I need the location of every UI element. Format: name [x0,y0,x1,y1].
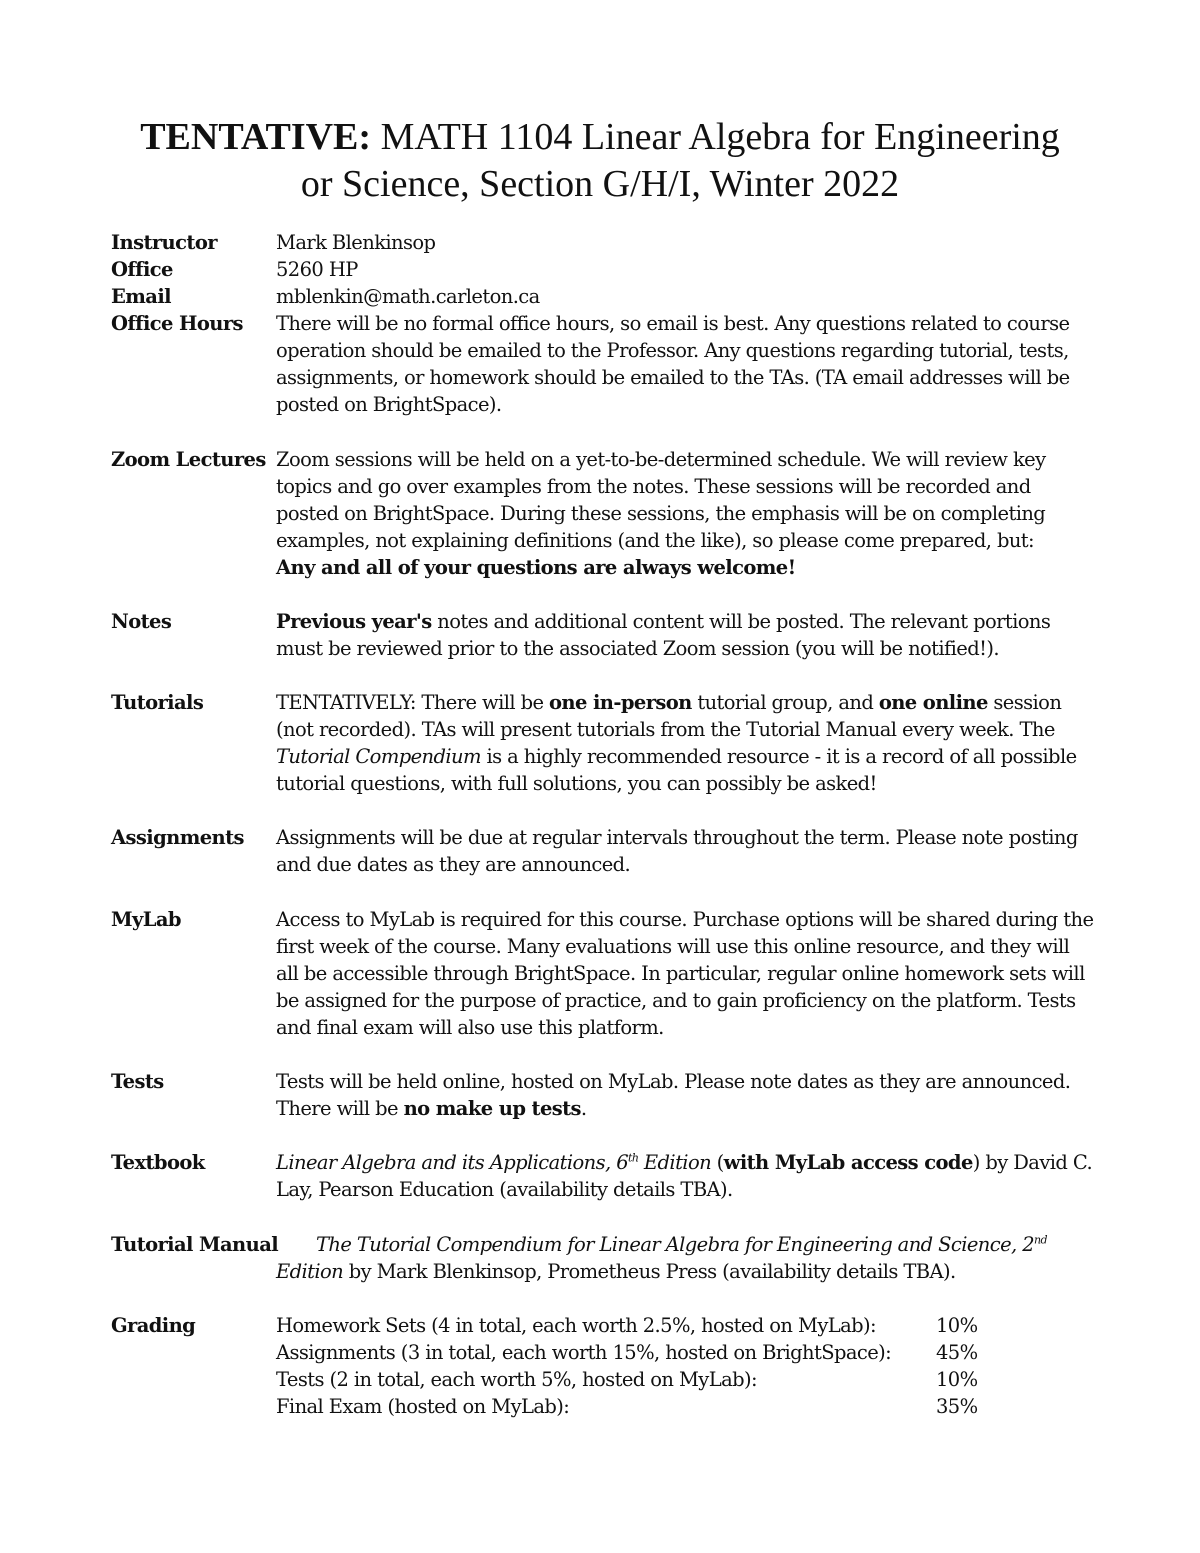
office-hours-label: Office Hours [111,312,243,335]
mylab-text: Access to MyLab is required for this course. Purchase options will be shared during the first week of the course. Many evaluations will use this online resource, and they will all be accessible through BrightSpace. In particular, regular online homework sets will be assigned for the purpose of practice, and to gain proficiency on the platform. Tests and final exam will also use this platform. [276,908,1094,1039]
textbook-text-1: ( [711,1151,724,1174]
zoom-body [276,446,1096,581]
tutorial-manual-text: by Mark Blenkinsop, Prometheus Press (availability details TBA). [343,1260,956,1283]
textbook-text-2: ) by David C. Lay, Pearson Education (availability details TBA). [276,1151,1093,1201]
grading-label: Grading [111,1314,196,1337]
textbook-title: Linear Algebra and its Applications, 6 [276,1151,628,1174]
zoom-emphasis: Any and all of your questions are always welcome! [276,556,796,579]
grading-item-percent: 10% [936,1368,978,1391]
zoom-text: Zoom sessions will be held on a yet-to-be-determined schedule. We will review key topics and go over examples from the notes. These sessions will be recorded and posted on BrightSpace. During these sessions, the emphasis will be on completing examples, not explaining definitions (and the like), so please come prepared, but: [276,448,1046,552]
assignments-label: Assignments [111,826,244,849]
notes-body [276,608,1096,662]
title-lead: TENTATIVE: [140,116,372,158]
office-label: Office [111,258,173,281]
textbook-label: Textbook [111,1151,205,1174]
tutorials-text-4: is a highly recommended resource - it is a record of all possible tutorial questions, with full solutions, you can possibly be asked! [276,745,1077,795]
zoom-label: Zoom Lectures [111,448,266,471]
notes-bold: Previous year's [276,610,432,633]
tutorials-bold-1: one in-person [549,691,692,714]
notes-label: Notes [111,610,172,633]
tutorials-label: Tutorials [111,691,204,714]
instructor-label: Instructor [111,231,217,254]
grading-item-desc: Tests (2 in total, each worth 5%, hosted on MyLab): [276,1368,757,1391]
tutorial-manual-sup: nd [1034,1233,1047,1247]
tutorials-text-3: session (not recorded). TAs will present tutorials from the Tutorial Manual every week. The [276,691,1062,741]
tests-end: . [580,1097,587,1120]
assignments-text: Assignments will be due at regular intervals throughout the term. Please note posting and due dates as they are announced. [276,826,1078,876]
tutorials-bold-2: one online [878,691,988,714]
tests-body [276,1068,1096,1122]
tests-text: Tests will be held online, hosted on MyLab. Please note dates as they are announced. There will be [276,1070,1071,1120]
instructor-value: Mark Blenkinsop [276,231,436,254]
office-hours-text: There will be no formal office hours, so email is best. Any questions related to course operation should be emailed to the Professor. Any questions regarding tutorial, tests, assignments, or homework should be emailed to the TAs. (TA email addresses will be posted on BrightSpace). [276,312,1070,416]
grading-item [276,1339,1096,1366]
grading-item-percent: 45% [936,1341,978,1364]
grading-item-desc: Final Exam (hosted on MyLab): [276,1395,570,1418]
tutorials-italic: Tutorial Compendium [276,745,481,768]
grading-item [276,1366,1096,1393]
textbook-sup: th [628,1151,639,1165]
title-line2: or Science, Section G/H/I, Winter 2022 [300,163,900,205]
tutorials-body [276,689,1096,797]
document-title [60,114,1140,208]
tutorials-text-2: tutorial group, and [691,691,879,714]
grading-item [276,1312,1096,1339]
tutorial-manual-body [276,1231,1096,1285]
mylab-label: MyLab [111,908,181,931]
office-value: 5260 HP [276,258,358,281]
notes-text: notes and additional content will be posted. The relevant portions must be reviewed prior to the associated Zoom session (you will be notified!). [276,610,1051,660]
tutorial-manual-edition: Edition [276,1260,344,1283]
textbook-bold: with MyLab access code [723,1151,973,1174]
tests-bold: no make up tests [403,1097,581,1120]
grading-item-percent: 35% [936,1395,978,1418]
grading-item-percent: 10% [936,1314,978,1337]
tests-label: Tests [111,1070,164,1093]
grading-item-desc: Assignments (3 in total, each worth 15%, hosted on BrightSpace): [276,1341,892,1364]
tutorial-manual-label: Tutorial Manual [111,1233,279,1256]
title-line1: MATH 1104 Linear Algebra for Engineering [371,116,1060,158]
email-label: Email [111,285,171,308]
tutorials-text-1: TENTATIVELY: There will be [276,691,550,714]
email-value: mblenkin@math.carleton.ca [276,285,540,308]
grading-item [276,1393,1096,1420]
grading-item-desc: Homework Sets (4 in total, each worth 2.5%, hosted on MyLab): [276,1314,876,1337]
textbook-edition: Edition [638,1151,712,1174]
textbook-body [276,1149,1096,1203]
tutorial-manual-title: The Tutorial Compendium for Linear Algebra for Engineering and Science, 2 [316,1233,1035,1256]
grading-table [276,1312,1096,1420]
